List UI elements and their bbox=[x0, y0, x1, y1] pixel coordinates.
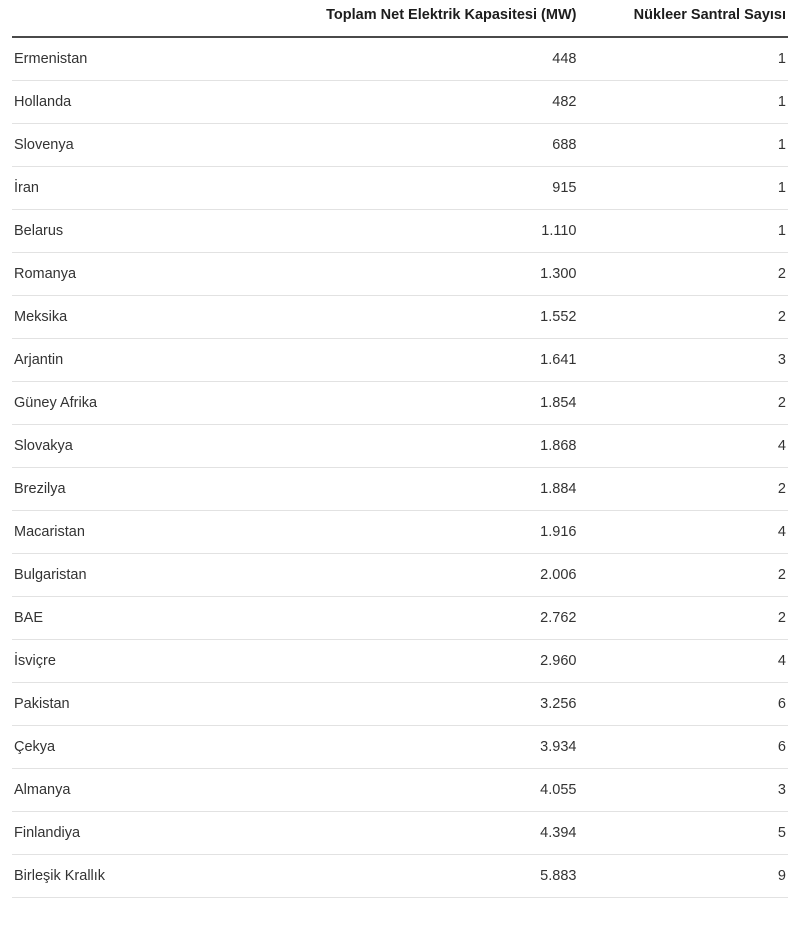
cell-country: Slovenya bbox=[12, 123, 322, 166]
cell-plant-count: 1 bbox=[578, 209, 788, 252]
cell-capacity: 3.934 bbox=[322, 725, 578, 768]
cell-plant-count: 2 bbox=[578, 381, 788, 424]
cell-capacity: 1.854 bbox=[322, 381, 578, 424]
table-row bbox=[12, 553, 788, 596]
cell-capacity: 1.868 bbox=[322, 424, 578, 467]
cell-capacity: 2.762 bbox=[322, 596, 578, 639]
cell-plant-count: 2 bbox=[578, 596, 788, 639]
table-row bbox=[12, 338, 788, 381]
cell-country: Almanya bbox=[12, 768, 322, 811]
cell-plant-count: 1 bbox=[578, 80, 788, 123]
cell-capacity: 4.394 bbox=[322, 811, 578, 854]
cell-plant-count: 2 bbox=[578, 467, 788, 510]
cell-plant-count: 4 bbox=[578, 424, 788, 467]
table-row bbox=[12, 639, 788, 682]
cell-capacity: 1.300 bbox=[322, 252, 578, 295]
table-row bbox=[12, 123, 788, 166]
cell-plant-count: 4 bbox=[578, 639, 788, 682]
table-header bbox=[12, 0, 788, 37]
table-row bbox=[12, 295, 788, 338]
table-row bbox=[12, 811, 788, 854]
cell-country: İran bbox=[12, 166, 322, 209]
cell-country: Slovakya bbox=[12, 424, 322, 467]
cell-country: Çekya bbox=[12, 725, 322, 768]
cell-capacity: 2.960 bbox=[322, 639, 578, 682]
cell-plant-count: 3 bbox=[578, 768, 788, 811]
table-body bbox=[12, 37, 788, 898]
cell-capacity: 1.884 bbox=[322, 467, 578, 510]
cell-plant-count: 6 bbox=[578, 725, 788, 768]
table-row bbox=[12, 381, 788, 424]
table-row bbox=[12, 854, 788, 897]
table-row bbox=[12, 682, 788, 725]
cell-country: Meksika bbox=[12, 295, 322, 338]
cell-capacity: 1.110 bbox=[322, 209, 578, 252]
table-row bbox=[12, 209, 788, 252]
cell-country: Hollanda bbox=[12, 80, 322, 123]
table-row bbox=[12, 424, 788, 467]
cell-country: Brezilya bbox=[12, 467, 322, 510]
cell-capacity: 5.883 bbox=[322, 854, 578, 897]
cell-country: Pakistan bbox=[12, 682, 322, 725]
column-header-capacity: Toplam Net Elektrik Kapasitesi (MW) bbox=[322, 0, 578, 37]
table-row bbox=[12, 37, 788, 81]
cell-plant-count: 2 bbox=[578, 553, 788, 596]
cell-capacity: 448 bbox=[322, 37, 578, 81]
cell-plant-count: 9 bbox=[578, 854, 788, 897]
cell-plant-count: 2 bbox=[578, 295, 788, 338]
cell-country: Ermenistan bbox=[12, 37, 322, 81]
cell-plant-count: 6 bbox=[578, 682, 788, 725]
cell-capacity: 1.641 bbox=[322, 338, 578, 381]
cell-plant-count: 2 bbox=[578, 252, 788, 295]
table-row bbox=[12, 166, 788, 209]
cell-plant-count: 3 bbox=[578, 338, 788, 381]
table-row bbox=[12, 467, 788, 510]
cell-capacity: 1.552 bbox=[322, 295, 578, 338]
cell-plant-count: 5 bbox=[578, 811, 788, 854]
cell-country: Arjantin bbox=[12, 338, 322, 381]
table-header-row bbox=[12, 0, 788, 37]
cell-plant-count: 1 bbox=[578, 37, 788, 81]
cell-capacity: 1.916 bbox=[322, 510, 578, 553]
cell-plant-count: 4 bbox=[578, 510, 788, 553]
cell-country: İsviçre bbox=[12, 639, 322, 682]
column-header-country bbox=[12, 0, 322, 37]
cell-country: BAE bbox=[12, 596, 322, 639]
nuclear-capacity-table bbox=[12, 0, 788, 898]
cell-capacity: 915 bbox=[322, 166, 578, 209]
cell-capacity: 688 bbox=[322, 123, 578, 166]
cell-capacity: 4.055 bbox=[322, 768, 578, 811]
cell-country: Finlandiya bbox=[12, 811, 322, 854]
column-header-plants: Nükleer Santral Sayısı bbox=[578, 0, 788, 37]
cell-plant-count: 1 bbox=[578, 166, 788, 209]
cell-country: Macaristan bbox=[12, 510, 322, 553]
cell-capacity: 482 bbox=[322, 80, 578, 123]
cell-country: Güney Afrika bbox=[12, 381, 322, 424]
table-row bbox=[12, 510, 788, 553]
table-row bbox=[12, 768, 788, 811]
cell-capacity: 3.256 bbox=[322, 682, 578, 725]
cell-country: Belarus bbox=[12, 209, 322, 252]
table-row bbox=[12, 80, 788, 123]
table-row bbox=[12, 252, 788, 295]
cell-plant-count: 1 bbox=[578, 123, 788, 166]
cell-country: Birleşik Krallık bbox=[12, 854, 322, 897]
table-row bbox=[12, 596, 788, 639]
cell-country: Bulgaristan bbox=[12, 553, 322, 596]
cell-capacity: 2.006 bbox=[322, 553, 578, 596]
cell-country: Romanya bbox=[12, 252, 322, 295]
table-row bbox=[12, 725, 788, 768]
